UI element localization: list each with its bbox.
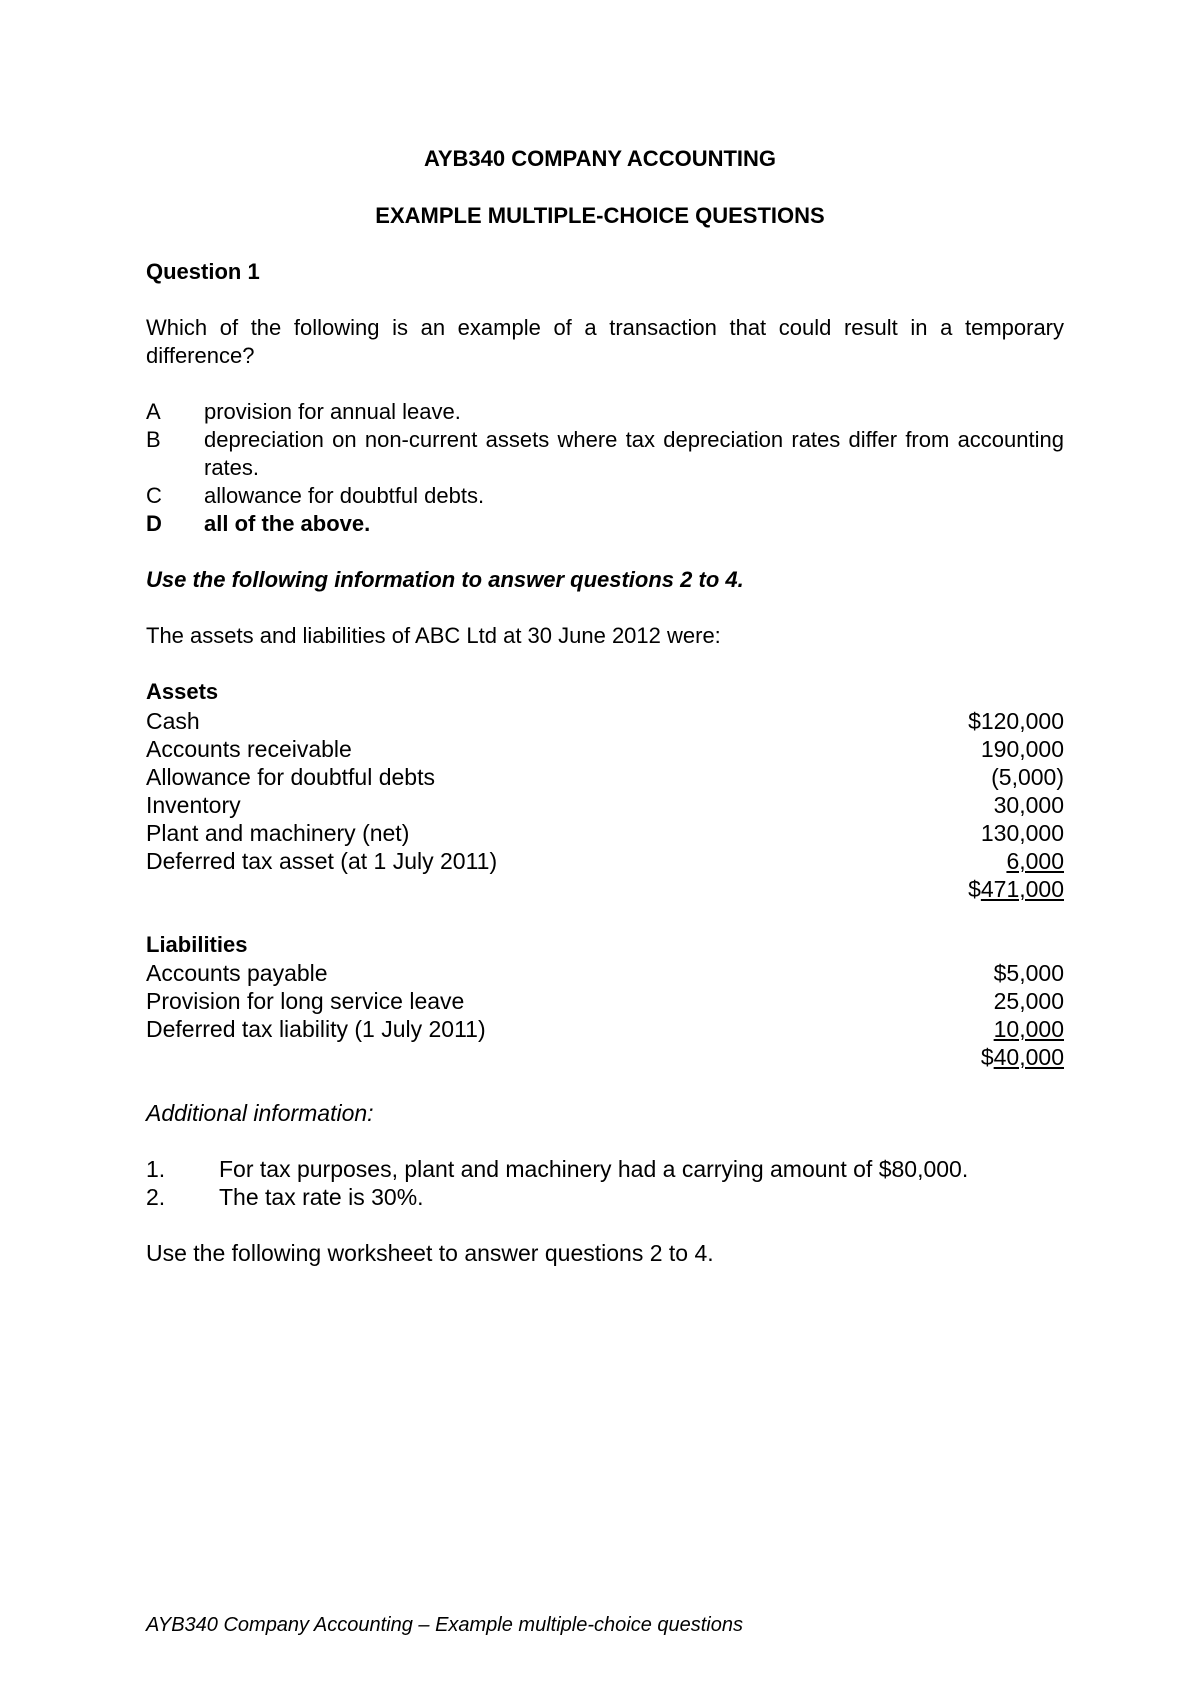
additional-item-number: 1.: [146, 1156, 166, 1182]
option-text: provision for annual leave.: [204, 399, 461, 424]
intro-text: The assets and liabilities of ABC Ltd at 30 June 2012 were:: [146, 623, 721, 648]
asset-label: Deferred tax asset (at 1 July 2011): [146, 848, 498, 874]
option-letter: B: [146, 427, 161, 452]
asset-label: Plant and machinery (net): [146, 820, 410, 846]
closing-text: Use the following worksheet to answer questions 2 to 4.: [146, 1240, 714, 1266]
asset-value: (5,000): [991, 764, 1064, 790]
liability-row: [146, 1015, 1064, 1043]
additional-info-heading: Additional information:: [146, 1100, 374, 1126]
liabilities-heading: Liabilities: [146, 932, 248, 957]
liabilities-total-row: [146, 1043, 1064, 1071]
asset-row: [146, 763, 1064, 791]
question-1-heading: Question 1: [146, 259, 260, 284]
assets-total-row: [146, 875, 1064, 903]
option-d: [146, 510, 1064, 538]
option-text: allowance for doubtful debts.: [204, 483, 485, 508]
instruction-text: Use the following information to answer questions 2 to 4.: [146, 567, 744, 592]
asset-row: [146, 791, 1064, 819]
option-letter: D: [146, 511, 162, 536]
asset-row: [146, 735, 1064, 763]
additional-item-number: 2.: [146, 1184, 166, 1210]
assets-total: [968, 875, 1064, 903]
asset-label: Accounts receivable: [146, 736, 352, 762]
asset-value: 130,000: [980, 820, 1064, 846]
asset-row: [146, 847, 1064, 875]
asset-value: 30,000: [993, 792, 1064, 818]
option-a: [146, 398, 1064, 426]
liability-row: [146, 987, 1064, 1015]
currency-symbol: $: [980, 1044, 994, 1070]
asset-value: 190,000: [980, 736, 1064, 762]
option-text: all of the above.: [204, 511, 371, 536]
option-letter: C: [146, 483, 162, 508]
liability-value: 25,000: [993, 988, 1064, 1014]
liabilities-total-value: 40,000: [993, 1044, 1064, 1070]
asset-label: Cash: [146, 708, 200, 734]
asset-value: 6,000: [1006, 848, 1064, 874]
liability-label: Provision for long service leave: [146, 988, 465, 1014]
option-c: [146, 482, 1064, 510]
asset-row: [146, 707, 1064, 735]
option-letter: A: [146, 399, 161, 424]
additional-item-text: The tax rate is 30%.: [219, 1184, 424, 1210]
asset-value: $120,000: [968, 708, 1064, 734]
assets-total-value: 471,000: [980, 876, 1064, 902]
asset-label: Inventory: [146, 792, 241, 818]
course-title: AYB340 COMPANY ACCOUNTING: [423, 146, 777, 171]
document-title: EXAMPLE MULTIPLE-CHOICE QUESTIONS: [375, 203, 825, 228]
additional-item-text: For tax purposes, plant and machinery had a carrying amount of $80,000.: [219, 1156, 969, 1182]
liability-value: 10,000: [993, 1016, 1064, 1042]
liability-label: Deferred tax liability (1 July 2011): [146, 1016, 486, 1042]
page-footer: AYB340 Company Accounting – Example multiple-choice questions: [146, 1614, 743, 1636]
liabilities-total: [981, 1043, 1064, 1071]
question-1-stem: Which of the following is an example of a transaction that could result in a temporary difference?: [146, 315, 1064, 368]
assets-heading: Assets: [146, 679, 219, 704]
asset-row: [146, 819, 1064, 847]
option-text: depreciation on non-current assets where tax depreciation rates differ from accounting rates.: [204, 427, 1064, 480]
liability-value: $5,000: [993, 960, 1064, 986]
liability-row: [146, 959, 1064, 987]
option-b: [146, 426, 1064, 482]
currency-symbol: $: [968, 876, 981, 902]
liability-label: Accounts payable: [146, 960, 328, 986]
asset-label: Allowance for doubtful debts: [146, 764, 435, 790]
